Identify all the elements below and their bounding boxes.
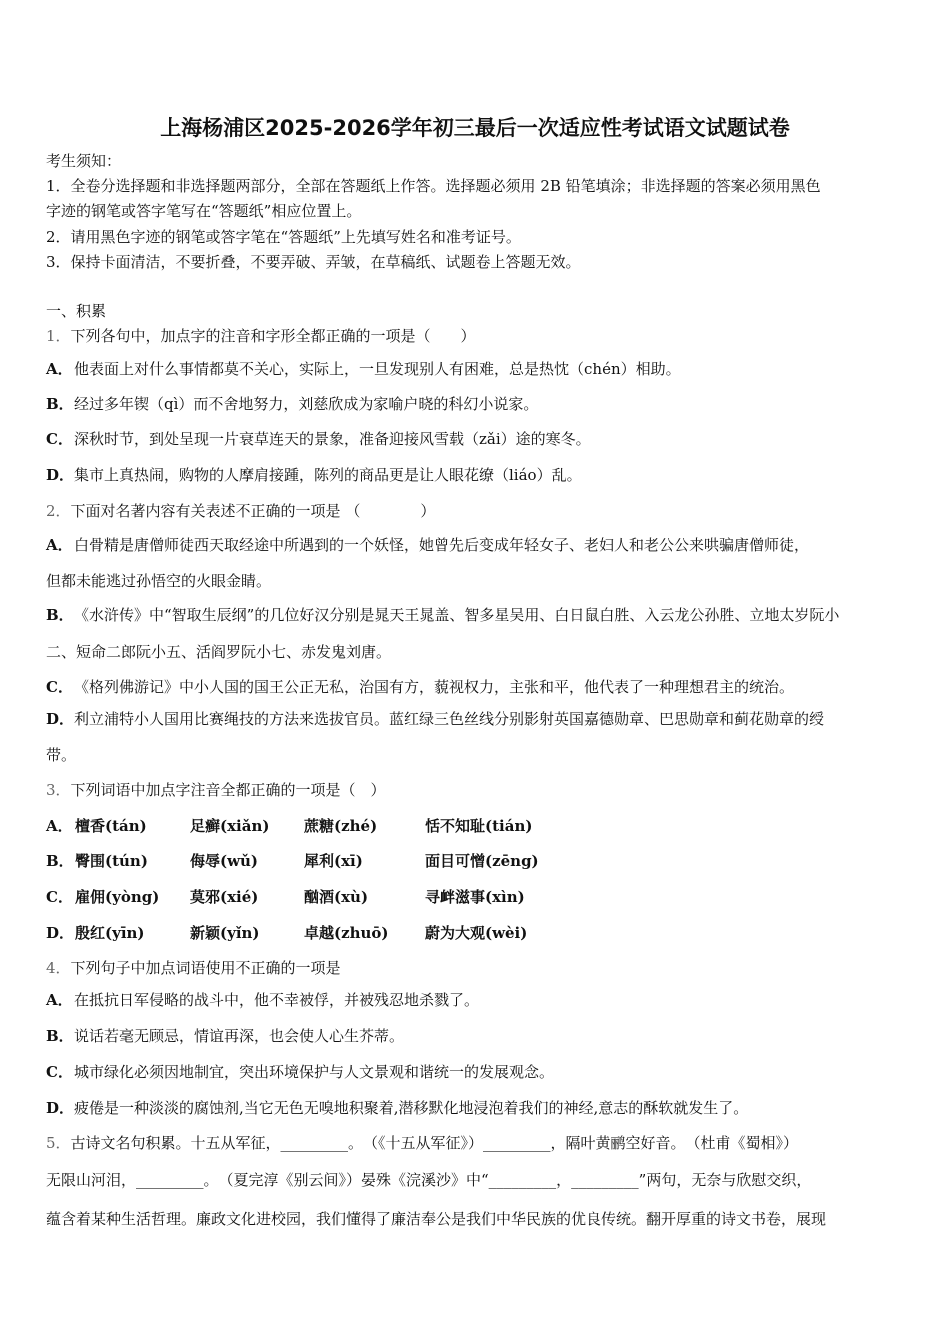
option-text: 《格列佛游记》中小人国的国王公正无私，治国有方，藐视权力，主张和平，他代表了一种理想君主的统治。 xyxy=(74,678,795,696)
option-label: D． xyxy=(46,924,75,942)
option-label: D． xyxy=(46,466,75,484)
option-text: 疲倦是一种淡淡的腐蚀剂,当它无色无嗅地积聚着,潜移默化地浸泡着我们的神经,意志的酥软就发生了。 xyxy=(74,1099,749,1117)
q4-option-b xyxy=(46,1026,404,1046)
q3-word-item: 雇佣(yòng) xyxy=(75,888,160,906)
q3-word-item: 寻衅滋事(xìn) xyxy=(425,888,525,906)
question-1-stem xyxy=(46,326,476,346)
q2-option-a xyxy=(46,535,809,555)
q3-word-item: 面目可憎(zēng) xyxy=(425,852,539,870)
option-text: 城市绿化必须因地制宜，突出环境保护与人文景观和谐统一的发展观念。 xyxy=(74,1063,555,1081)
q3-word-item: 恬不知耻(tián) xyxy=(425,817,533,835)
option-label: A． xyxy=(46,817,73,835)
question-3-stem xyxy=(46,780,386,800)
notice-line: 1．全卷分选择题和非选择题两部分，全部在答题纸上作答。选择题必须用 2B 铅笔填涂；非选择题的答案必须用黑色 xyxy=(46,177,821,195)
question-number: 1． xyxy=(46,327,71,345)
option-text: 深秋时节，到处呈现一片衰草连天的景象，准备迎接风雪载（zǎi）途的寒冬。 xyxy=(74,430,591,448)
q3-word-item: 蔚为大观(wèi) xyxy=(425,924,528,942)
q1-option-b xyxy=(46,394,538,414)
q2-option-b-cont: 二、短命二郎阮小五、活阎罗阮小七、赤发鬼刘唐。 xyxy=(46,643,392,661)
q3-word-item: 新颖(yǐn) xyxy=(190,924,260,942)
q3-word-item: 莫邪(xié) xyxy=(190,888,259,906)
option-text: 他表面上对什么事情都莫不关心，实际上，一旦发现别人有困难，总是热忱（chén）相助。 xyxy=(74,360,681,378)
q3-word-item: 足癣(xiǎn) xyxy=(190,817,270,835)
q3-word-item: 侮辱(wǔ) xyxy=(190,852,259,870)
notice-line: 2．请用黑色字迹的钢笔或答字笔在“答题纸”上先填写姓名和准考证号。 xyxy=(46,228,521,246)
question-number: 5． xyxy=(46,1134,71,1152)
option-label: A． xyxy=(46,360,73,378)
notice-line: 3．保持卡面清洁，不要折叠，不要弄破、弄皱，在草稿纸、试题卷上答题无效。 xyxy=(46,253,581,271)
q3-word-item: 犀利(xī) xyxy=(304,852,363,870)
option-label: D． xyxy=(46,1099,75,1117)
question-text: 下列词语中加点字注音全都正确的一项是（ ） xyxy=(70,781,386,799)
q3-word-item: 蔗糖(zhé) xyxy=(304,817,378,835)
option-label: A． xyxy=(46,536,73,554)
q2-option-b xyxy=(46,605,839,625)
option-label: A． xyxy=(46,991,73,1009)
option-label: D． xyxy=(46,710,75,728)
q2-option-a-cont: 但都未能逃过孙悟空的火眼金睛。 xyxy=(46,572,272,590)
q4-option-c xyxy=(46,1062,554,1082)
option-label: C． xyxy=(46,1063,73,1081)
question-2-stem xyxy=(46,501,435,521)
question-text: 下面对名著内容有关表述不正确的一项是 （ ） xyxy=(70,502,436,520)
page-title: 上海杨浦区2025-2026学年初三最后一次适应性考试语文试题试卷 xyxy=(160,116,790,140)
option-label: C． xyxy=(46,678,73,696)
question-5-cont: 蕴含着某种生活哲理。廉政文化进校园，我们懂得了廉洁奉公是我们中华民族的优良传统。翻开厚重的诗文书卷，展现 xyxy=(46,1210,827,1228)
option-text: 集市上真热闹，购物的人摩肩接踵，陈列的商品更是让人眼花缭（liáo）乱。 xyxy=(74,466,582,484)
q2-option-d xyxy=(46,709,824,729)
q3-word-item: 卓越(zhuō) xyxy=(304,924,389,942)
q3-word-item: 酗酒(xù) xyxy=(304,888,369,906)
question-number: 2． xyxy=(46,502,71,520)
q4-option-d xyxy=(46,1098,748,1118)
option-label: C． xyxy=(46,888,73,906)
q2-option-d-cont: 带。 xyxy=(46,746,77,764)
q1-option-c xyxy=(46,429,591,449)
option-label: B． xyxy=(46,1027,74,1045)
option-text: 白骨精是唐僧师徒西天取经途中所遇到的一个妖怪，她曾先后变成年轻女子、老妇人和老公公来哄骗唐僧师徒， xyxy=(74,536,810,554)
notice-line: 字迹的钢笔或答字笔写在“答题纸”相应位置上。 xyxy=(46,202,362,220)
option-label: B． xyxy=(46,606,74,624)
q3-word-item: 殷红(yīn) xyxy=(75,924,145,942)
notice-heading: 考生须知： xyxy=(46,152,122,170)
question-5-cont: 无限山河泪，_________。 （夏完淳《别云间》）晏殊《浣溪沙》中“_________，_________”两句，无奈与欣慰交织， xyxy=(46,1171,812,1189)
q3-word-item: 檀香(tán) xyxy=(75,817,147,835)
option-text: 利立浦特小人国用比赛绳技的方法来选拔官员。蓝红绿三色丝线分别影射英国嘉德勋章、巴思勋章和蓟花勋章的绶 xyxy=(74,710,825,728)
q4-option-a xyxy=(46,990,479,1010)
question-text: 下列句子中加点词语使用不正确的一项是 xyxy=(70,959,341,977)
option-label: B． xyxy=(46,395,74,413)
option-label: B． xyxy=(46,852,74,870)
question-text: 古诗文名句积累。十五从军征，_________。 （《十五从军征》）_________，隔叶黄鹂空好音。 （杜甫《蜀相》） xyxy=(70,1134,799,1152)
question-5-stem xyxy=(46,1133,798,1153)
question-number: 3． xyxy=(46,781,71,799)
q1-option-a xyxy=(46,359,681,379)
question-text: 下列各句中，加点字的注音和字形全都正确的一项是（ ） xyxy=(70,327,476,345)
question-4-stem xyxy=(46,958,341,978)
option-text: 在抵抗日军侵略的战斗中，他不幸被俘，并被残忍地杀戮了。 xyxy=(74,991,480,1009)
option-text: 经过多年锲（qì）而不舍地努力，刘慈欣成为家喻户晓的科幻小说家。 xyxy=(74,395,539,413)
option-text: 说话若毫无顾忌，情谊再深，也会使人心生芥蒂。 xyxy=(74,1027,405,1045)
option-text: 《水浒传》中“智取生辰纲”的几位好汉分别是晁天王晁盖、智多星吴用、白日鼠白胜、入云龙公孙胜、立地太岁阮小 xyxy=(74,606,840,624)
option-label: C． xyxy=(46,430,73,448)
q3-word-item: 臀围(tún) xyxy=(75,852,148,870)
q1-option-d xyxy=(46,465,582,485)
q2-option-c xyxy=(46,677,794,697)
section-heading: 一、积累 xyxy=(46,302,107,320)
question-number: 4． xyxy=(46,959,71,977)
